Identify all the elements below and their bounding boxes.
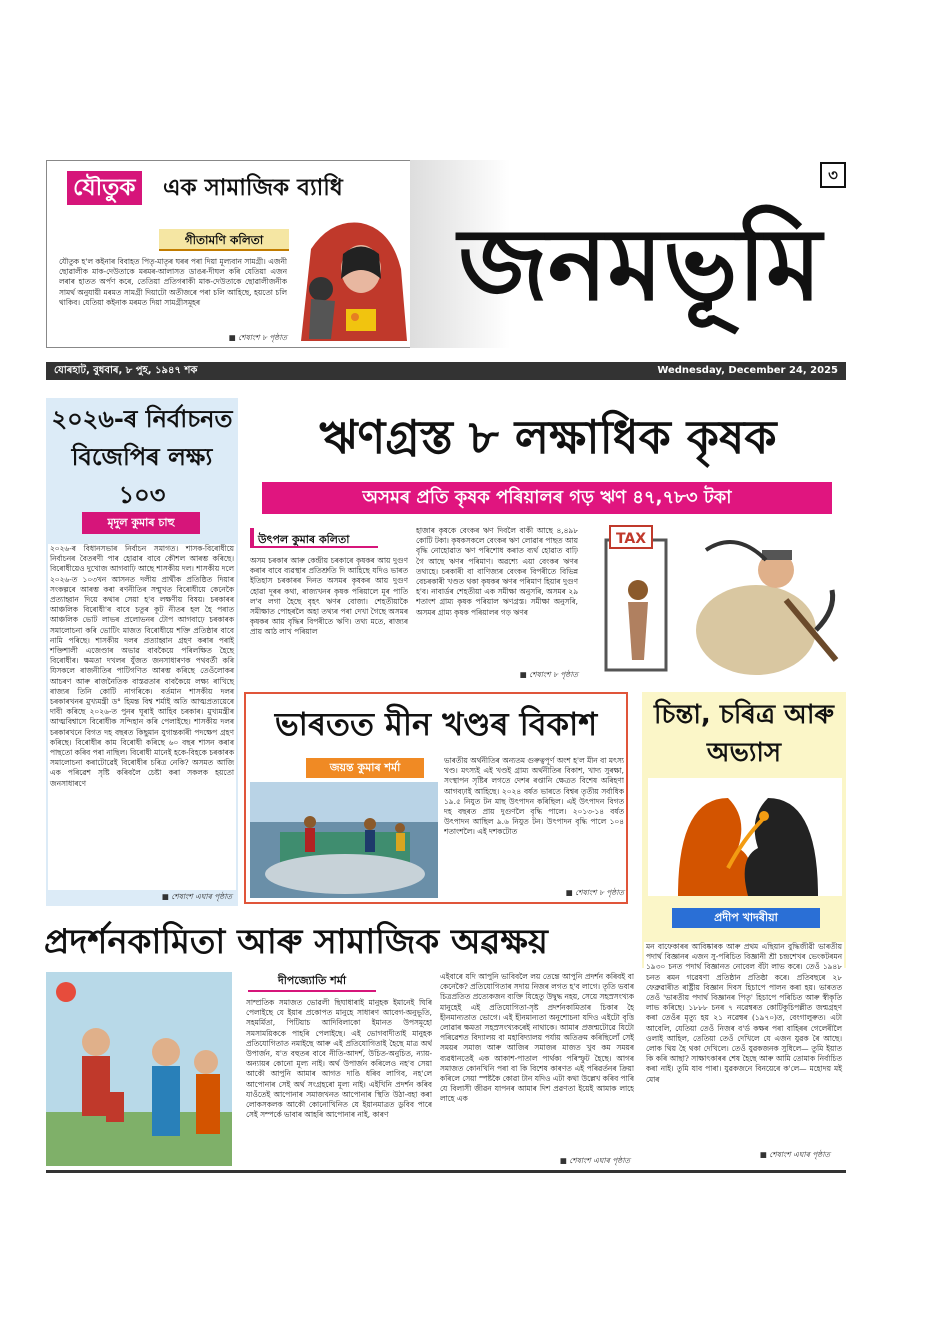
masthead-title: জনমভূমি	[458, 206, 822, 323]
date-bar	[46, 362, 846, 380]
left-body: ২০২৬-ৰ বিধানসভাৰ নিৰ্বাচন সমাগত। শাসক-বিৰোধীয়ে নিৰ্বাচনৰ বৈতৰণী পাৰ হোৱাৰ বাবে কৌশল আৰম্ভ কৰিছে। বিৰোধীয়েও দুখোজ আগবাঢ়ি আছে শাসকীয় দল। শাসকীয় দলে ২০২৬-ত ১০৩খন আসনত দলীয় প্ৰাৰ্থীক প্ৰতিষ্ঠিত দিয়াৰ সংকল্পৰে আৰম্ভ কৰা ৰণনীতিৰ সন্মুখত বিৰোধীয়ে কেনেকৈ প্ৰত্যাহ্বান দিয়ে কথাৰ সেয়া হ'ব লক্ষণীয় বিষয়। চৰকাৰৰ আঞ্চলিক বিৰোধী'ৰ বাবে চতুৰ কূট নীতৰ হল হৈ পৰাত আঞ্চলিক ভোট লাভৰ প্ৰলোভনৰ টোপ আগবাঢ়ে চৰকাৰক সমালোচনা কৰি ভোটিং মাজত বিৰোধীয়ে শক্তি প্ৰতিষ্ঠাৰ বাবে নামি পৰিছে। শাসকীয় দলৰ প্ৰত্যাহ্বান গ্ৰহণ কৰাৰ পৰাই শক্তিশালী এজেণ্ডাৰ অভাৱ বাবকৈয়ে পৰিলক্ষিত হৈছে বিৰোধীৰ। ক্ষমতা দখলৰ যুঁজত জনসাধাৰণক পথবৰ্তী কৰি যিসকলে ৰাজনীতিৰ পাটিগণিত আৰম্ভ কৰিছে তেওঁলোকৰ আচৰণ আৰু ৰাজনৈতিক বাস্তৱতাৰ বাবকৈয়ে লক্ষ্য ৰাখিছে ৰাজ্যৰ তিনি কোটি নাগৰিকে। বৰ্তমান শাসকীয় দলৰ চৰকাৰখনৰ মুখ্যমন্ত্ৰী ড° হিমন্ত বিশ্ব শৰ্মাই অতি আত্মপ্ৰত্যয়েৰে দাবী কৰিছে ২০২৬-ত পুনৰ ঘূৰাই আহিব চৰকাৰ। মুখ্যমন্ত্ৰীৰ আত্মবিশ্বাসে বিৰোধীক সন্দিহান কৰি পেলাইছে। শাসকীয় দলৰ চৰকাৰখনে বিগত দহ বছৰত কিছুমান যুগান্তকাৰী পদক্ষেপ গ্ৰহণ কৰিছে। বিৰোধীৰ কাম বিৰোধী কৰিছে ৬০ বছৰ শাসন কৰাৰ পাছতো কৰিব পৰা নাছিল। বিৰোধী মানেই হকে-বিহকে চৰকাৰক সমালোচনা কৰাটোৱেই বিৰোধীৰ চৰিত্ৰ নেকি? অসমত আজি এক পৰিৱেশ সৃষ্টি কৰিবলৈ চেষ্টা কৰা সকলক হয়তো জনসাধাৰণে	[48, 544, 236, 890]
left-headline: ২০২৬-ৰ নিৰ্বাচনত বিজেপিৰ লক্ষ্য ১০৩	[51, 405, 233, 509]
bottom-rule	[46, 1170, 846, 1173]
teaser-continued[interactable]: ■ শেষাংশ ৮ পৃষ্ঠাত	[228, 333, 287, 342]
bottom-photo	[46, 972, 232, 1166]
lead-byline: উৎপল কুমাৰ কলিতা	[258, 533, 350, 546]
right-byline-bar	[672, 908, 820, 928]
fish-continued[interactable]: ■ শেষাংশ ৮ পৃষ্ঠাত	[565, 888, 624, 897]
bottom-byline: দীপজ্যোতি শৰ্মা	[277, 974, 347, 987]
left-column[interactable]	[46, 398, 238, 906]
fish-body: ভাৰতীয় অৰ্থনীতিৰ অন্যতম গুৰুত্বপূৰ্ণ অংশ হ'ল মীন বা মৎস্য খণ্ড। মৎস্যই এই খণ্ডই গ্ৰাম্য অৰ্থনীতিৰ বিকাশ, খাদ্য সুৰক্ষা, সংস্থাপন সৃষ্টিৰ লগতে দেশৰ ৰপ্তানি ক্ষেত্ৰত বিশেষ অৰিহণা আগবঢ়াই আহিছে। ২০২৪ বৰ্ষত ভাৰতে বিশ্বৰ তৃতীয় সৰ্বাধিক ১৯.৫ নিযুত টন মাছ উৎপাদন কৰিছিল। এই উৎপাদন বিগত দহ বছৰত প্ৰায় দুগুণলৈ বৃদ্ধি পালে। ২০১৩-১৪ বৰ্ষত উৎপাদন আছিল ৯.৬ নিযুত টন। উৎপাদন বৃদ্ধি পালে ১০৪ শতাংশলৈ। এই দশকটোত	[444, 756, 624, 837]
right-illustration	[648, 778, 842, 896]
fish-byline: জয়ন্ত কুমাৰ শৰ্মা	[329, 761, 401, 774]
teaser-box[interactable]	[46, 160, 414, 348]
bottom-continued[interactable]: ■ শেষাংশ এঘাৰ পৃষ্ঠাত	[559, 1156, 630, 1165]
bottom-body-col1: সাম্প্ৰতিক সমাজত ভোৱলী ছিঘাধাৰাই মানুহক ইমানেই ঘিৰি পেলাইছে যে ইয়াৰ প্ৰকোপত মানুহে সাধাৰণ আবেগ-অনুভূতি, সহমৰ্মিতা, পিটিয়াচ আদিবিলাকো ইমানত উপসমূহো সমসাময়িককে পাহৰি পেলাইছে। এই ভোগবাদীতাই মানুহক প্ৰতিযোগিতাত নমাইছে আৰু এই প্ৰতিযোগিতাই হৈছে মাত্ৰ অৰ্থ উপাৰ্জন, য'ত বহুতৰ বাবে নীতি-আদৰ্শ, উচিত-অনুচিত, ন্যায়-অন্যায়ৰ কোনো মূল্য নাই। অৰ্থ উপাৰ্জন কৰিলেও নহ'ব সেয়া আকৌ আপুনি আমাৰ আগত দাঙি ধৰিব লাগিব, নহ'লে আপোনাৰ সেই অৰ্থ সংগ্ৰহৰো মূল্য নাই। এইখিনি প্ৰদৰ্শন কৰিব যাওঁতেই আপোনাৰ সমাজখনত আপোনাৰ স্থিতি উঠা-বহা কৰা লোকসকলক আকৌ কোনোখিনিত যে ইয়ানমাত্ৰত ডুবিব পাৰে সেই সম্পৰ্কে ভাবাৰ আহৰি আপোনাৰ নাই, কাৰণ	[246, 998, 432, 1120]
teaser-title: এক সামাজিক ব্যাধি	[163, 175, 343, 201]
fish-byline-bar	[306, 758, 424, 778]
lead-headline: ঋণগ্ৰস্ত ৮ লক্ষাধিক কৃষক	[319, 410, 777, 464]
teaser-body: যৌতুক হ'ল কইনাৰ বিবাহত পিতৃ-মাতৃৰ ঘৰৰ পৰা দিয়া মূল্যবান সামগ্ৰী। এজনী ছোৱালীক মাক-দেউতাকে মৰমৰ-আলাসত ডাঙৰ-দীঘল কৰি যেতিয়া এজন লৰাৰ হাতত অৰ্পণ কৰে, তেতিয়া প্ৰতিগৰাকী মাক-দেউতাকে ছোৱালীজনীক সামৰ্থ অনুযায়ী মৰমত সামগ্ৰী দিয়াটো অতীজৰে পৰা চলি আহিছে, হয়তো চলি থাকিব। যেতিয়া কইনাক মৰমত দিয়া সামগ্ৰীসমূহৰ	[59, 257, 287, 307]
left-byline-bar	[82, 512, 200, 534]
teaser-byline: গীতামণি কলিতা	[184, 233, 264, 247]
right-byline: প্ৰদীপ খাদৰীয়া	[714, 911, 778, 924]
fish-box[interactable]	[244, 692, 628, 904]
right-headline: চিন্তা, চৰিত্ৰ আৰু অভ্যাস	[653, 700, 835, 768]
date-local: যোৰহাট, বুধবাৰ, ৮ পুহ, ১৯৪৭ শক	[54, 365, 198, 376]
left-continued[interactable]: ■ শেষাংশ এঘাৰ পৃষ্ঠাত	[161, 892, 232, 901]
lead-continued[interactable]: ■ শেষাংশ ৮ পৃষ্ঠাত	[519, 670, 578, 679]
bottom-body-col2: এইবাৰে যদি আপুনি ভাবিবলৈ লয় তেন্তে আপুনি প্ৰদৰ্শন কৰিবই বা কেনেকৈ? প্ৰতিযোগিতাৰ সদায় নিজৰ লগত হ'ব লাগে। তৃতি ভবাৰ চিত্ৰপ্ৰতিত প্ৰত্যেকজন ব্যক্তি যিহেতু উদ্বুদ্ধ নহয়, সেয়ে সহস্ৰসংখ্যক মানুহেই এই প্ৰতিযোগিতা-সৃষ্ট প্ৰদৰ্শনকামিতাৰ চিকাৰ হৈ হীনমান্যতাত ভোগে। এই হীনমান্যতা অনুশোচনা যদিও এইটো বৃত্তি লোৱাৰ ক্ষমতা সহস্ৰসংখ্যকৰেই নাথাকে। আমাৰ প্ৰজন্মটোৱে যিটো পৰিৱেশত বিদ্যালয় বা মহাবিদ্যালয় পৰ্যায় অতিক্ৰম কৰিছিলোঁ সেই সময়ৰ সমাজ আৰু আজিৰ সমাজৰ মাজত খুব কম সময়ৰ ব্যৱধানতেই এক আকাশ-পাতাল পাৰ্থক্য পৰিস্ফুট হৈছে। আগৰ সমাজত কোনখিনি পৰা বা কি বিশেষ কাৰণত এই পৰিৱৰ্তনৰ ক্ৰিয়া কৰিলে সেয়া স্পষ্টকৈ কোৱা টান যদিও এটা কথা উল্লেখ কৰিব পাৰি যে বিলাসী জীৱন যাপনৰ আমাৰ দিশ প্ৰৱণতা ইয়েই আমাক লাহে লাহে এক	[440, 972, 634, 1104]
lead-subheadline: অসমৰ প্ৰতি কৃষক পৰিয়ালৰ গড় ঋণ ৪৭,৭৮৩ টকা	[262, 482, 832, 514]
right-continued[interactable]: ■ শেষাংশ এঘাৰ পৃষ্ঠাত	[759, 1150, 830, 1159]
teaser-byline-bar	[159, 229, 289, 251]
tax-sign: TAX	[615, 531, 647, 547]
left-byline: মৃদুল কুমাৰ চাহু	[107, 516, 175, 529]
date-english: Wednesday, December 24, 2025	[657, 365, 838, 376]
fish-photo	[250, 782, 438, 898]
lead-byline-block	[250, 528, 378, 548]
teaser-highlight: যৌতুক	[67, 171, 142, 205]
fish-headline: ভাৰতত মীন খণ্ডৰ বিকাশ	[274, 705, 598, 743]
bottom-headline: প্ৰদৰ্শনকামিতা আৰু সামাজিক অৱক্ষয়	[44, 922, 548, 962]
lead-body-col2: হাজাৰ কৃষকে বেংকৰ ঋণ দিবলৈ বাকী আছে ৪,৪৯৮ কোটি টকা। কৃষকসকলে বেংকৰ ঋণ লোৱাৰ পাছত আয় বৃদ্ধি নোহোৱাত ঋণ পৰিশোধ কৰাত ব্যৰ্থ হোৱাত বাঢ়ি গৈ আছে ঋণৰ পৰিমাণ। অৱশ্যে এয়া বেংকৰ ঋণৰ তথ্যহে। চৰকাৰী বা বাণিজ্যৰ বেংকৰ বিপৰীতে বিভিন্ন বেচৰকাৰী খণ্ডত থকা কৃষকৰ ঋণৰ পৰিমাণ হিয়াৰ দুগুণ হ'ব। নাবাৰ্ডৰ শেহতীয়া এক সমীক্ষা অনুসৰি, অসমৰ ২৯ শতাংশ গ্ৰাম্য কৃষক পৰিয়াল ঋণগ্ৰস্ত। সমীক্ষা অনুসৰি, অসমৰ গ্ৰাম্য কৃষক পৰিয়ালৰ গড় ঋণৰ	[416, 526, 578, 617]
lead-body-col1: অসম চৰকাৰ আৰু কেন্দ্ৰীয় চৰকাৰে কৃষকৰ আয় দুগুণ কৰাৰ বাবে ব্যৱস্থাৰ প্ৰতিশ্ৰুতি দি আহিছে যদিও ভাৰত ইতিহাস চৰকাৰৰ দিনত অসমৰ কৃষকৰ আয় দুগুণ হোৱা দূৰৰ কথা, ৰাজ্যখনৰ কৃষক পৰিয়ালে মূৰ পাতি ল'ব লগা হৈছে বৃহৎ ঋণৰ বোজা। শেহতীয়াকৈ সমীক্ষাত পোহৰলৈ অহা তথ্যৰ পৰা দেখা গৈছে অসমৰ কৃষকৰ আয় বৃদ্ধিৰ বিপৰীতে ঋণি। তথ্য মতে, ৰাজ্যৰ প্ৰায় আঠ লাখ পৰিয়াল	[250, 556, 408, 637]
bottom-byline-bar	[248, 972, 376, 992]
page-number: ৩	[820, 162, 846, 188]
right-column[interactable]	[642, 692, 846, 968]
lead-illustration	[586, 520, 842, 682]
teaser-illustration	[291, 209, 409, 341]
right-body: মন বাফেকাৰৰ আবিষ্কাৰক আৰু প্ৰথম এছিয়ান বুদ্ধিজীৱী ভাৰতীয় পদাৰ্থ বিজ্ঞানৰ এজন সু-পৰিচিত বিজ্ঞানী শ্ৰী চন্দ্ৰশেখৰ ভেংকটৰমন ১৯৩০ চনত পদাৰ্থ বিজ্ঞানত নোবেল বঁটা লাভ কৰে। তেওঁ ১৯৪৮ চনত ৰমন গৱেষণা প্ৰতিষ্ঠান প্ৰতিষ্ঠা কৰে। প্ৰতিবছৰে ২৮ ফেব্ৰুৱাৰীত ৰাষ্ট্ৰীয় বিজ্ঞান দিবস হিচাপে পালন কৰা হয়। ভাৰতত তেওঁ 'ভাৰতীয় পদাৰ্থ বিজ্ঞানৰ পিতৃ' হিচাপে পৰিচিত আৰু স্বীকৃতি লাভ কৰিছে। ১৮৮৮ চনৰ ৭ নৱেম্বৰত কোটিকুচিপল্লীত জন্মগ্ৰহণ কৰা তেওঁৰ মৃত্যু হয় ২১ নৱেম্বৰ (১৯৭০)ত, বেংগালুৰুত। এটা আবেলি, যেতিয়া তেওঁ নিজৰ ব'ৰ্ড কক্ষৰ পৰা বাহিৰৰ গেলেৰীলৈ ওলাই আহিল, তেতিয়া তেওঁ দেখিলে যে এজন যুৱক ৰৈ আছে। লোক থিয় হৈ থকা দেখিলে। তেওঁ যুৱকজনক সুধিলে— তুমি ইয়াত কি কৰি আছা? সাক্ষাৎকাৰৰ শেষ হৈছে আৰু আমি তোমাক নিৰ্বাচিত কৰা নাই। তুমি যাব পাৰা। যুৱকজনে বিনয়েৰে ক'লে— মহোদয় মই মোৰ	[644, 942, 844, 1146]
